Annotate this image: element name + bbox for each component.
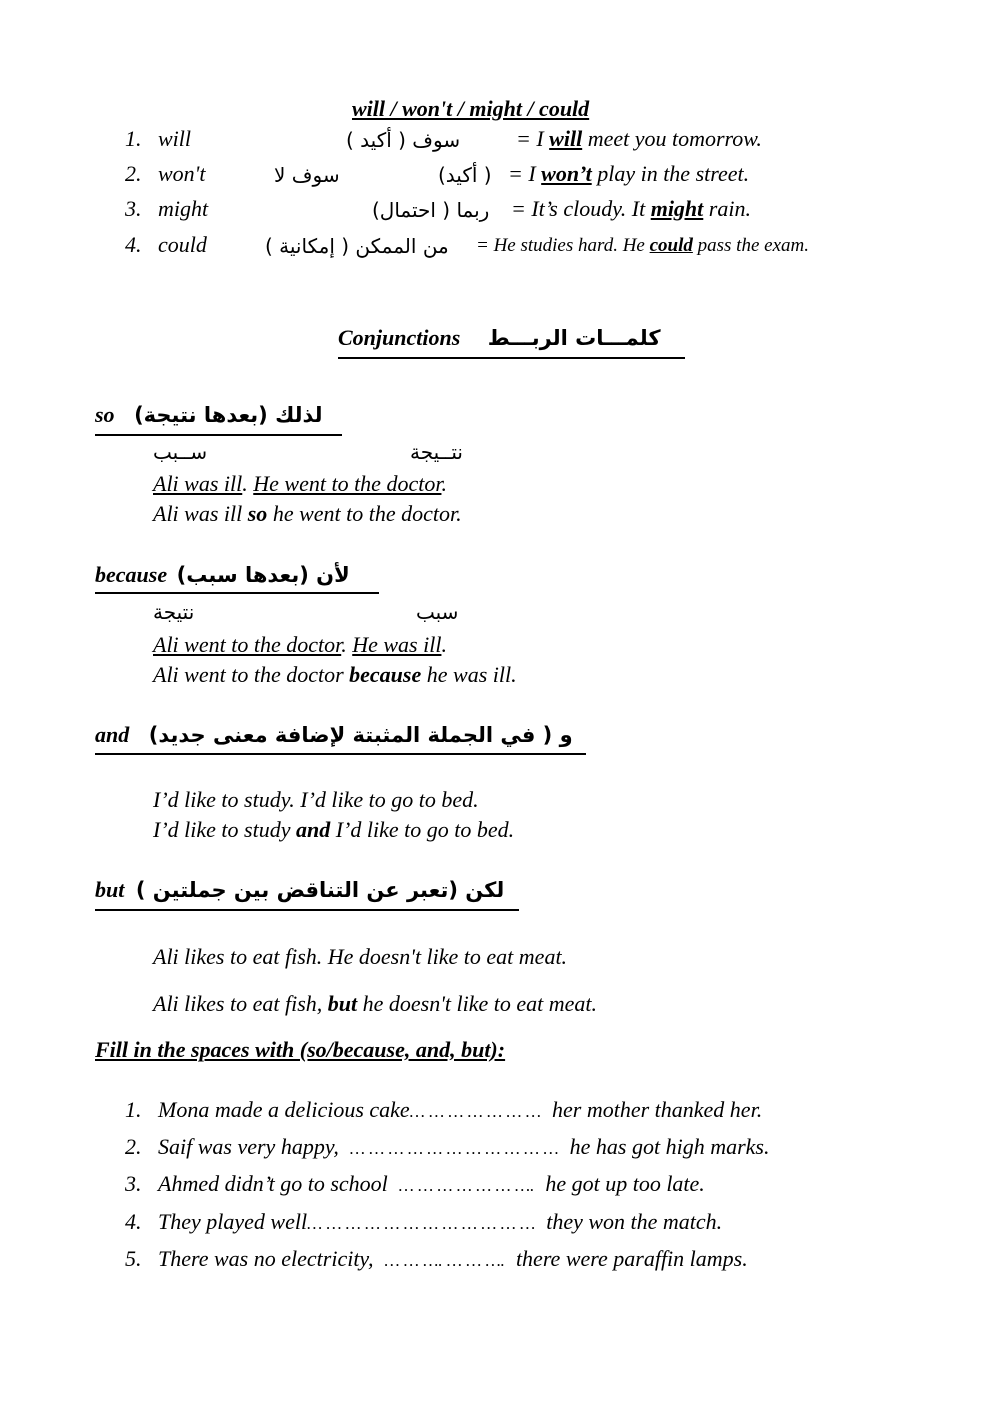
list-number: 2. xyxy=(125,161,142,186)
exercise-item xyxy=(158,1134,769,1160)
cause-sentence: Ali was ill xyxy=(153,471,243,496)
but-heading-ar: لكن (تعبر عن التناقض بين جملتين ) xyxy=(135,878,505,902)
and-heading-ar: و ( في الجملة المثبتة لإضافة معنى جديد) xyxy=(148,723,573,747)
result-label: نتيجة xyxy=(153,600,195,624)
arabic-meaning-2: ( أكيد) xyxy=(438,163,492,187)
result-sentence: Ali went to the doctor xyxy=(153,632,342,657)
example-sentence xyxy=(508,161,749,187)
but-example-2 xyxy=(153,991,597,1017)
sentence-after: her mother thanked her. xyxy=(552,1097,763,1122)
because-example-2 xyxy=(153,662,517,688)
sentence-before: There was no electricity, xyxy=(158,1246,374,1271)
because-heading-ar: لأن (بعدها سبب) xyxy=(176,563,350,587)
list-number: 4. xyxy=(125,1209,142,1234)
sentence-part: Ali was ill xyxy=(153,501,243,526)
sentence-rest: play in the street. xyxy=(597,161,750,186)
sentence-rest: meet you tomorrow. xyxy=(587,126,762,151)
because-heading-underline xyxy=(95,592,379,594)
sentence-rest: rain. xyxy=(708,196,751,221)
sentence-part: I’d like to study xyxy=(153,817,291,842)
blank-dots[interactable]: … … … … … … …. xyxy=(398,1176,535,1195)
cause-label: سبب xyxy=(416,600,459,624)
keyword: so xyxy=(247,501,268,526)
cause-label: ســبب xyxy=(153,440,208,464)
conjunctions-title-ar: كلمـــات الربـــط xyxy=(487,326,661,350)
sentence-before: Mona made a delicious cake xyxy=(158,1097,410,1122)
exercise-item xyxy=(158,1209,722,1235)
list-number: 1. xyxy=(125,126,142,151)
equals-text: = I xyxy=(516,126,544,151)
keyword: because xyxy=(349,662,422,687)
sentence-part: he went to the doctor. xyxy=(272,501,462,526)
keyword: might xyxy=(650,196,704,221)
sentence-part: Ali likes to eat fish, xyxy=(153,991,323,1016)
period: . xyxy=(242,471,248,496)
modal-word: will xyxy=(158,126,192,151)
arabic-meaning: سوف لا xyxy=(274,163,340,187)
keyword: won’t xyxy=(541,161,592,186)
blank-dots[interactable]: … … … … … … … xyxy=(409,1102,542,1121)
exercise-title: Fill in the spaces with (so/because, and, but): xyxy=(95,1037,506,1062)
period: . xyxy=(441,632,447,657)
conjunctions-title-underline xyxy=(338,357,685,359)
arabic-meaning: سوف ( أكيد ) xyxy=(346,128,461,152)
list-number: 4. xyxy=(125,232,142,257)
but-example-1: Ali likes to eat fish. He doesn't like to eat meat. xyxy=(153,944,568,969)
example-sentence xyxy=(516,126,762,152)
example-sentence xyxy=(511,196,751,222)
keyword: but xyxy=(327,991,358,1016)
sentence-part: he was ill. xyxy=(426,662,517,687)
example-sentence xyxy=(476,235,809,257)
exercise-item xyxy=(158,1097,762,1123)
so-example-2 xyxy=(153,501,462,527)
modal-word: won't xyxy=(158,161,206,186)
exercise-item xyxy=(158,1171,705,1197)
sentence-part: Ali went to the doctor xyxy=(153,662,344,687)
but-heading xyxy=(95,877,504,903)
sentence-rest: pass the exam. xyxy=(697,235,809,256)
and-example-2 xyxy=(153,817,514,843)
and-heading-underline xyxy=(95,753,586,755)
blank-dots[interactable]: … … …. … … …. xyxy=(384,1251,505,1270)
equals-text: = It’s cloudy. It xyxy=(511,196,646,221)
list-number: 5. xyxy=(125,1246,142,1271)
sentence-after: he got up too late. xyxy=(545,1171,705,1196)
but-heading-en: but xyxy=(95,877,125,902)
arabic-meaning: ربما ( احتمال) xyxy=(372,198,490,222)
sentence-before: They played well xyxy=(158,1209,308,1234)
modal-word: might xyxy=(158,196,209,221)
because-example-1 xyxy=(153,632,447,658)
and-example-1: I’d like to study. I’d like to go to bed. xyxy=(153,787,479,812)
so-heading-ar: لذلك (بعدها نتيجة) xyxy=(134,403,323,427)
sentence-before: Saif was very happy, xyxy=(158,1134,339,1159)
blank-dots[interactable]: … … … … … … … … … … … … xyxy=(307,1214,536,1233)
conjunctions-title xyxy=(338,325,661,351)
equals-text: = He studies hard. He xyxy=(476,235,645,256)
equals-text: = I xyxy=(508,161,536,186)
list-number: 3. xyxy=(125,1171,142,1196)
but-heading-underline xyxy=(95,909,519,911)
blank-dots[interactable]: … … … … … … … … … … … xyxy=(349,1139,559,1158)
and-heading-en: and xyxy=(95,722,130,747)
exercise-item xyxy=(158,1246,748,1272)
sentence-part: he doesn't like to eat meat. xyxy=(362,991,598,1016)
result-sentence: He went to the doctor xyxy=(253,471,442,496)
conjunctions-title-en: Conjunctions xyxy=(338,325,461,350)
sentence-after: they won the match. xyxy=(546,1209,723,1234)
sentence-before: Ahmed didn’t go to school xyxy=(158,1171,388,1196)
list-number: 2. xyxy=(125,1134,142,1159)
sentence-after: he has got high marks. xyxy=(569,1134,770,1159)
and-heading xyxy=(95,722,573,748)
period: . xyxy=(341,632,347,657)
sentence-after: there were paraffin lamps. xyxy=(515,1246,748,1271)
so-heading xyxy=(95,402,323,428)
period: . xyxy=(441,471,447,496)
sentence-part: I’d like to go to bed. xyxy=(335,817,515,842)
because-heading-en: because xyxy=(95,562,168,587)
so-example-1 xyxy=(153,471,447,497)
result-label: نتــيجة xyxy=(410,440,463,464)
keyword: could xyxy=(649,235,693,256)
modal-word: could xyxy=(158,232,207,257)
cause-sentence: He was ill xyxy=(352,632,442,657)
so-heading-underline xyxy=(95,434,342,436)
modal-title: will / won't / might / could xyxy=(352,96,590,121)
list-number: 1. xyxy=(125,1097,142,1122)
because-heading xyxy=(95,562,350,588)
keyword: will xyxy=(549,126,583,151)
list-number: 3. xyxy=(125,196,142,221)
keyword: and xyxy=(295,817,331,842)
arabic-meaning: من الممكن ( إمكانية ) xyxy=(265,234,449,258)
so-heading-en: so xyxy=(95,402,115,427)
